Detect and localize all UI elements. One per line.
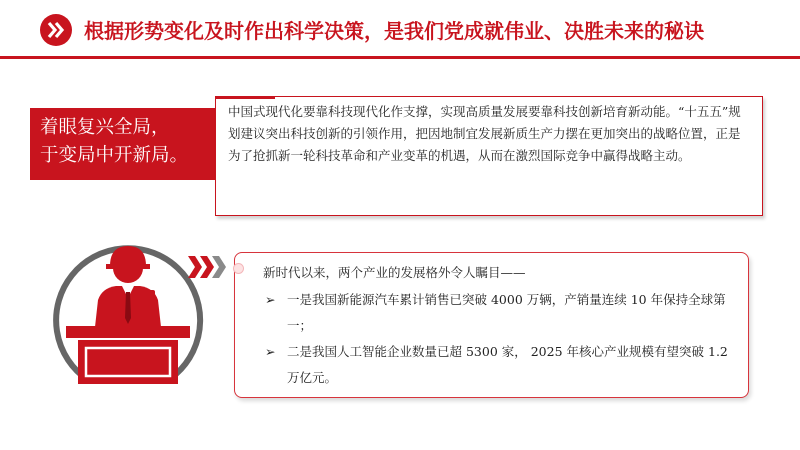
highlights-box (234, 252, 749, 398)
list-item-text: 一是我国新能源汽车累计销售已突破 4000 万辆，产销量连续 10 年保持全球第一； (287, 292, 726, 333)
decorative-dot (233, 263, 244, 274)
paragraph-box (215, 96, 763, 216)
list-intro: 新时代以来，两个产业的发展格外令人瞩目—— (263, 265, 526, 280)
arrow-bullet-icon: ➢ (265, 292, 276, 307)
list-item (263, 287, 732, 339)
speaker-at-podium-icon (48, 228, 206, 396)
paragraph-text: 中国式现代化要靠科技现代化作支撑，实现高质量发展要靠科技创新培育新动能。“十五五”规划建议突出科技创新的引领作用，把因地制宜发展新质生产力摆在更加突出的战略位置，正是为了抢抓新一轮科技革命和产业变革的机遇，从而在激烈国际竞争中赢得战略主动。 (228, 104, 741, 163)
page-title: 根据形势变化及时作出科学决策，是我们党成就伟业、决胜未来的秘诀 (84, 19, 704, 43)
arrow-bullet-icon: ➢ (265, 344, 276, 359)
triple-chevron-right-icon (188, 256, 228, 278)
list-item (263, 339, 732, 391)
header-divider (0, 56, 800, 59)
slogan-tag (30, 108, 218, 180)
list-item-text: 二是我国人工智能企业数量已超 5300 家， 2025 年核心产业规模有望突破 1.2 万亿元。 (287, 344, 728, 385)
slogan-line-2: 于变局中开新局。 (40, 145, 189, 166)
header-badge (40, 14, 72, 46)
slogan-line-1: 着眼复兴全局， (40, 117, 170, 138)
double-chevron-right-icon (40, 14, 72, 46)
header-bar (0, 0, 800, 60)
